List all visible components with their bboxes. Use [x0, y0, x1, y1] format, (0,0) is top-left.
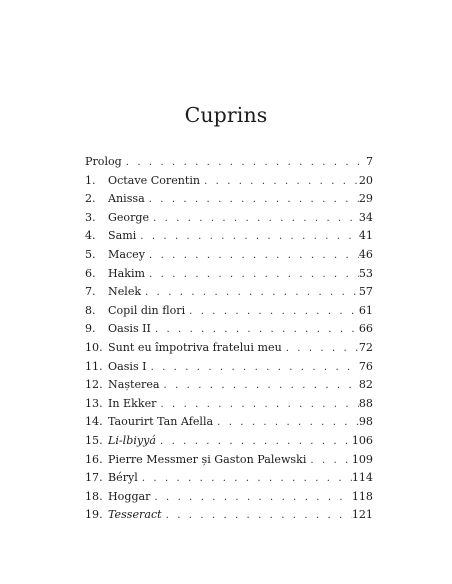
toc-entry-title: Li-lbiyyá	[108, 433, 157, 447]
toc-entry-page-number: 57	[358, 285, 373, 299]
toc-entry-page-number: 109	[351, 452, 373, 466]
dot-leader	[310, 452, 351, 471]
toc-entry	[85, 227, 373, 246]
toc-entry-title: Prolog	[85, 155, 122, 168]
toc-entry-number: 16.	[85, 452, 103, 466]
dot-leader	[149, 266, 359, 285]
toc-entry-title: Oasis II	[108, 322, 151, 336]
toc-entry-title: Taourirt Tan Afella	[108, 415, 214, 429]
toc-entry	[85, 413, 373, 432]
dot-leader	[160, 396, 358, 415]
toc-entry	[85, 506, 373, 525]
toc-entry-title: Macey	[108, 247, 146, 261]
toc-entry-title: Pierre Messmer și Gaston Palewski	[108, 452, 307, 466]
dot-leader	[149, 191, 359, 210]
toc-entry-title: Copil din flori	[108, 303, 186, 317]
dot-leader	[204, 173, 359, 192]
toc-entry-number: 6.	[85, 266, 96, 280]
dot-leader	[142, 470, 352, 489]
toc-entry	[85, 358, 373, 377]
toc-entry-title: Sami	[108, 229, 137, 243]
toc-entry-number: 13.	[85, 396, 103, 410]
dot-leader	[126, 154, 363, 173]
toc-entry	[85, 320, 373, 339]
page-title: Cuprins	[184, 103, 268, 127]
dot-leader	[140, 228, 359, 247]
toc-entry	[85, 395, 373, 414]
toc-entry-page-number: 118	[351, 489, 373, 503]
toc-entry	[85, 488, 373, 507]
toc-entry	[85, 283, 373, 302]
toc-entry-number: 12.	[85, 378, 103, 392]
toc-entry-title: Nelek	[108, 285, 142, 299]
toc-entry-page-number: 7	[365, 155, 373, 168]
toc-entry	[85, 469, 373, 488]
dot-leader	[155, 321, 359, 340]
dot-leader	[145, 284, 359, 303]
toc-entry-number: 17.	[85, 471, 103, 485]
toc-entry-page-number: 121	[351, 508, 373, 522]
toc-entry-title: Tesseract	[108, 508, 162, 522]
toc-entry-page-number: 88	[358, 396, 373, 410]
toc-entry-number: 4.	[85, 229, 96, 243]
dot-leader	[154, 489, 351, 508]
toc-entry-title: Béryl	[108, 471, 138, 485]
toc-entry-number: 11.	[85, 359, 103, 373]
dot-leader	[217, 414, 359, 433]
dot-leader	[160, 433, 352, 452]
toc-entry	[85, 339, 373, 358]
toc-entry	[85, 265, 373, 284]
toc-entry	[85, 153, 373, 172]
toc-entry-title: Sunt eu împotriva fratelui meu	[108, 340, 282, 354]
toc-entry-page-number: 72	[358, 340, 373, 354]
toc-entry-title: Oasis I	[108, 359, 147, 373]
toc-entry-page-number: 114	[351, 471, 373, 485]
toc-entry-page-number: 46	[358, 247, 373, 261]
dot-leader	[153, 210, 359, 229]
toc-entry-number: 2.	[85, 192, 96, 206]
toc-entry-page-number: 41	[358, 229, 373, 243]
toc-entry-page-number: 82	[358, 378, 373, 392]
dot-leader	[151, 359, 359, 378]
toc-entry-page-number: 76	[358, 359, 373, 373]
toc-entry-number: 9.	[85, 322, 96, 336]
dot-leader	[286, 340, 359, 359]
toc-entry-page-number: 34	[358, 210, 373, 224]
toc-entry-title: Anissa	[108, 192, 145, 206]
toc-entry-title: George	[108, 210, 150, 224]
dot-leader	[149, 247, 359, 266]
toc-entry-number: 14.	[85, 415, 103, 429]
toc-entry-page-number: 106	[351, 433, 373, 447]
toc-entry	[85, 172, 373, 191]
toc-entry-number: 15.	[85, 433, 103, 447]
toc-entry-page-number: 61	[358, 303, 373, 317]
toc-entry-title: Hoggar	[108, 489, 151, 503]
toc-entry	[85, 209, 373, 228]
toc-entry	[85, 246, 373, 265]
table-of-contents	[85, 153, 373, 525]
toc-entry-number: 1.	[85, 173, 96, 187]
toc-entry-page-number: 98	[358, 415, 373, 429]
dot-leader	[189, 303, 359, 322]
toc-entry-title: In Ekker	[108, 396, 157, 410]
toc-entry-page-number: 20	[358, 173, 373, 187]
dot-leader	[164, 377, 359, 396]
toc-entry-number: 5.	[85, 247, 96, 261]
toc-entry-number: 19.	[85, 508, 103, 522]
toc-entry	[85, 302, 373, 321]
toc-entry	[85, 451, 373, 470]
dot-leader	[166, 507, 352, 526]
toc-entry-number: 8.	[85, 303, 96, 317]
toc-entry-page-number: 53	[358, 266, 373, 280]
toc-entry-page-number: 29	[358, 192, 373, 206]
toc-entry-title: Hakim	[108, 266, 146, 280]
toc-entry-number: 18.	[85, 489, 103, 503]
toc-entry-number: 3.	[85, 210, 96, 224]
toc-entry-title: Octave Corentin	[108, 173, 201, 187]
toc-entry	[85, 190, 373, 209]
toc-entry-number: 7.	[85, 285, 96, 299]
toc-entry-number: 10.	[85, 340, 103, 354]
toc-entry	[85, 376, 373, 395]
toc-entry-title: Nașterea	[108, 378, 160, 392]
toc-entry	[85, 432, 373, 451]
toc-entry-page-number: 66	[358, 322, 373, 336]
